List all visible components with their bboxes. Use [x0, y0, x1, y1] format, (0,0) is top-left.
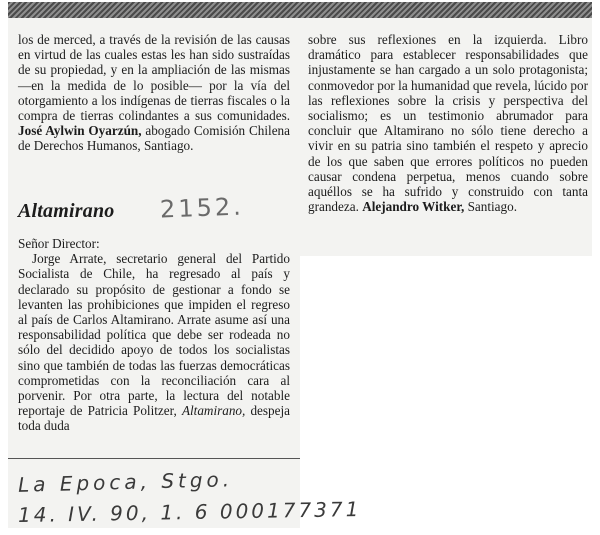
handwritten-date-code: 14. IV. 90, 1. 6 000177371: [17, 497, 362, 527]
handwritten-source: La Epoca, Stgo.: [17, 467, 234, 497]
letter-text-part-1: Jorge Arrate, secretario general del Partido Socialista de Chile, ha regresado al país y declarado su propósito de gestionar a fondo se levanten las prohibiciones que impiden el regreso al país de Carlos Altamirano. Arrate asume así una responsabilidad política que debe ser rodeada no sólo del decidido apoyo de todos los socialistas sino que también de todas las fuerzas democráticas comprometidas con la reconciliación cara al porvenir. Por otra parte, la lectura del notable reportaje de Patricia Politzer,: [18, 251, 290, 419]
previous-letter-signature: José Aylwin Oyarzún,: [18, 123, 142, 139]
letter-text-part-2: despeja toda duda: [18, 403, 290, 434]
letter-continuation: [308, 32, 588, 214]
previous-letter-text: los de merced, a través de la revisión de las causas en virtud de las cuales estas les han sido sustraídas de su propiedad, y en la ampliación de las mismas —en la medida de lo posible— por la vía del otorgamiento a los indígenas de tierras fiscales o la compra de tierras colindantes a sus comunidades.: [18, 32, 290, 124]
previous-letter-ending: [18, 32, 290, 154]
clipping-header-strip: [8, 2, 592, 18]
letter-continuation-text: sobre sus reflexiones en la izquierda. Libro dramático para establecer responsabilidades que injustamente se han cargado a un solo protagonista; conmovedor por la humanidad que revela, lúcido por las reflexiones sobre la crisis y perspectiva del socialismo; es un testimonio abrumador para concluir que Altamirano no sólo tiene derecho a vivir en su patria sino también el respeto y aprecio de los que saben que errores políticos no pueden causar condena perpetua, menos cuando sobre aquéllos se ha sufrido y construido con tanta grandeza.: [308, 32, 588, 215]
letter-salutation: Señor Director:: [18, 236, 100, 251]
letter-signature: Alejandro Witker,: [362, 199, 465, 215]
letter-signature-place: Santiago.: [467, 199, 518, 215]
letter-body: [18, 236, 290, 434]
handwritten-number: 2152.: [159, 192, 245, 224]
letter-headline: Altamirano: [18, 200, 115, 222]
clipping-divider: [8, 458, 300, 459]
book-title: Altamirano,: [181, 403, 246, 419]
previous-letter-affiliation: abogado Comisión Chilena de Derechos Humanos, Santiago.: [18, 123, 290, 154]
